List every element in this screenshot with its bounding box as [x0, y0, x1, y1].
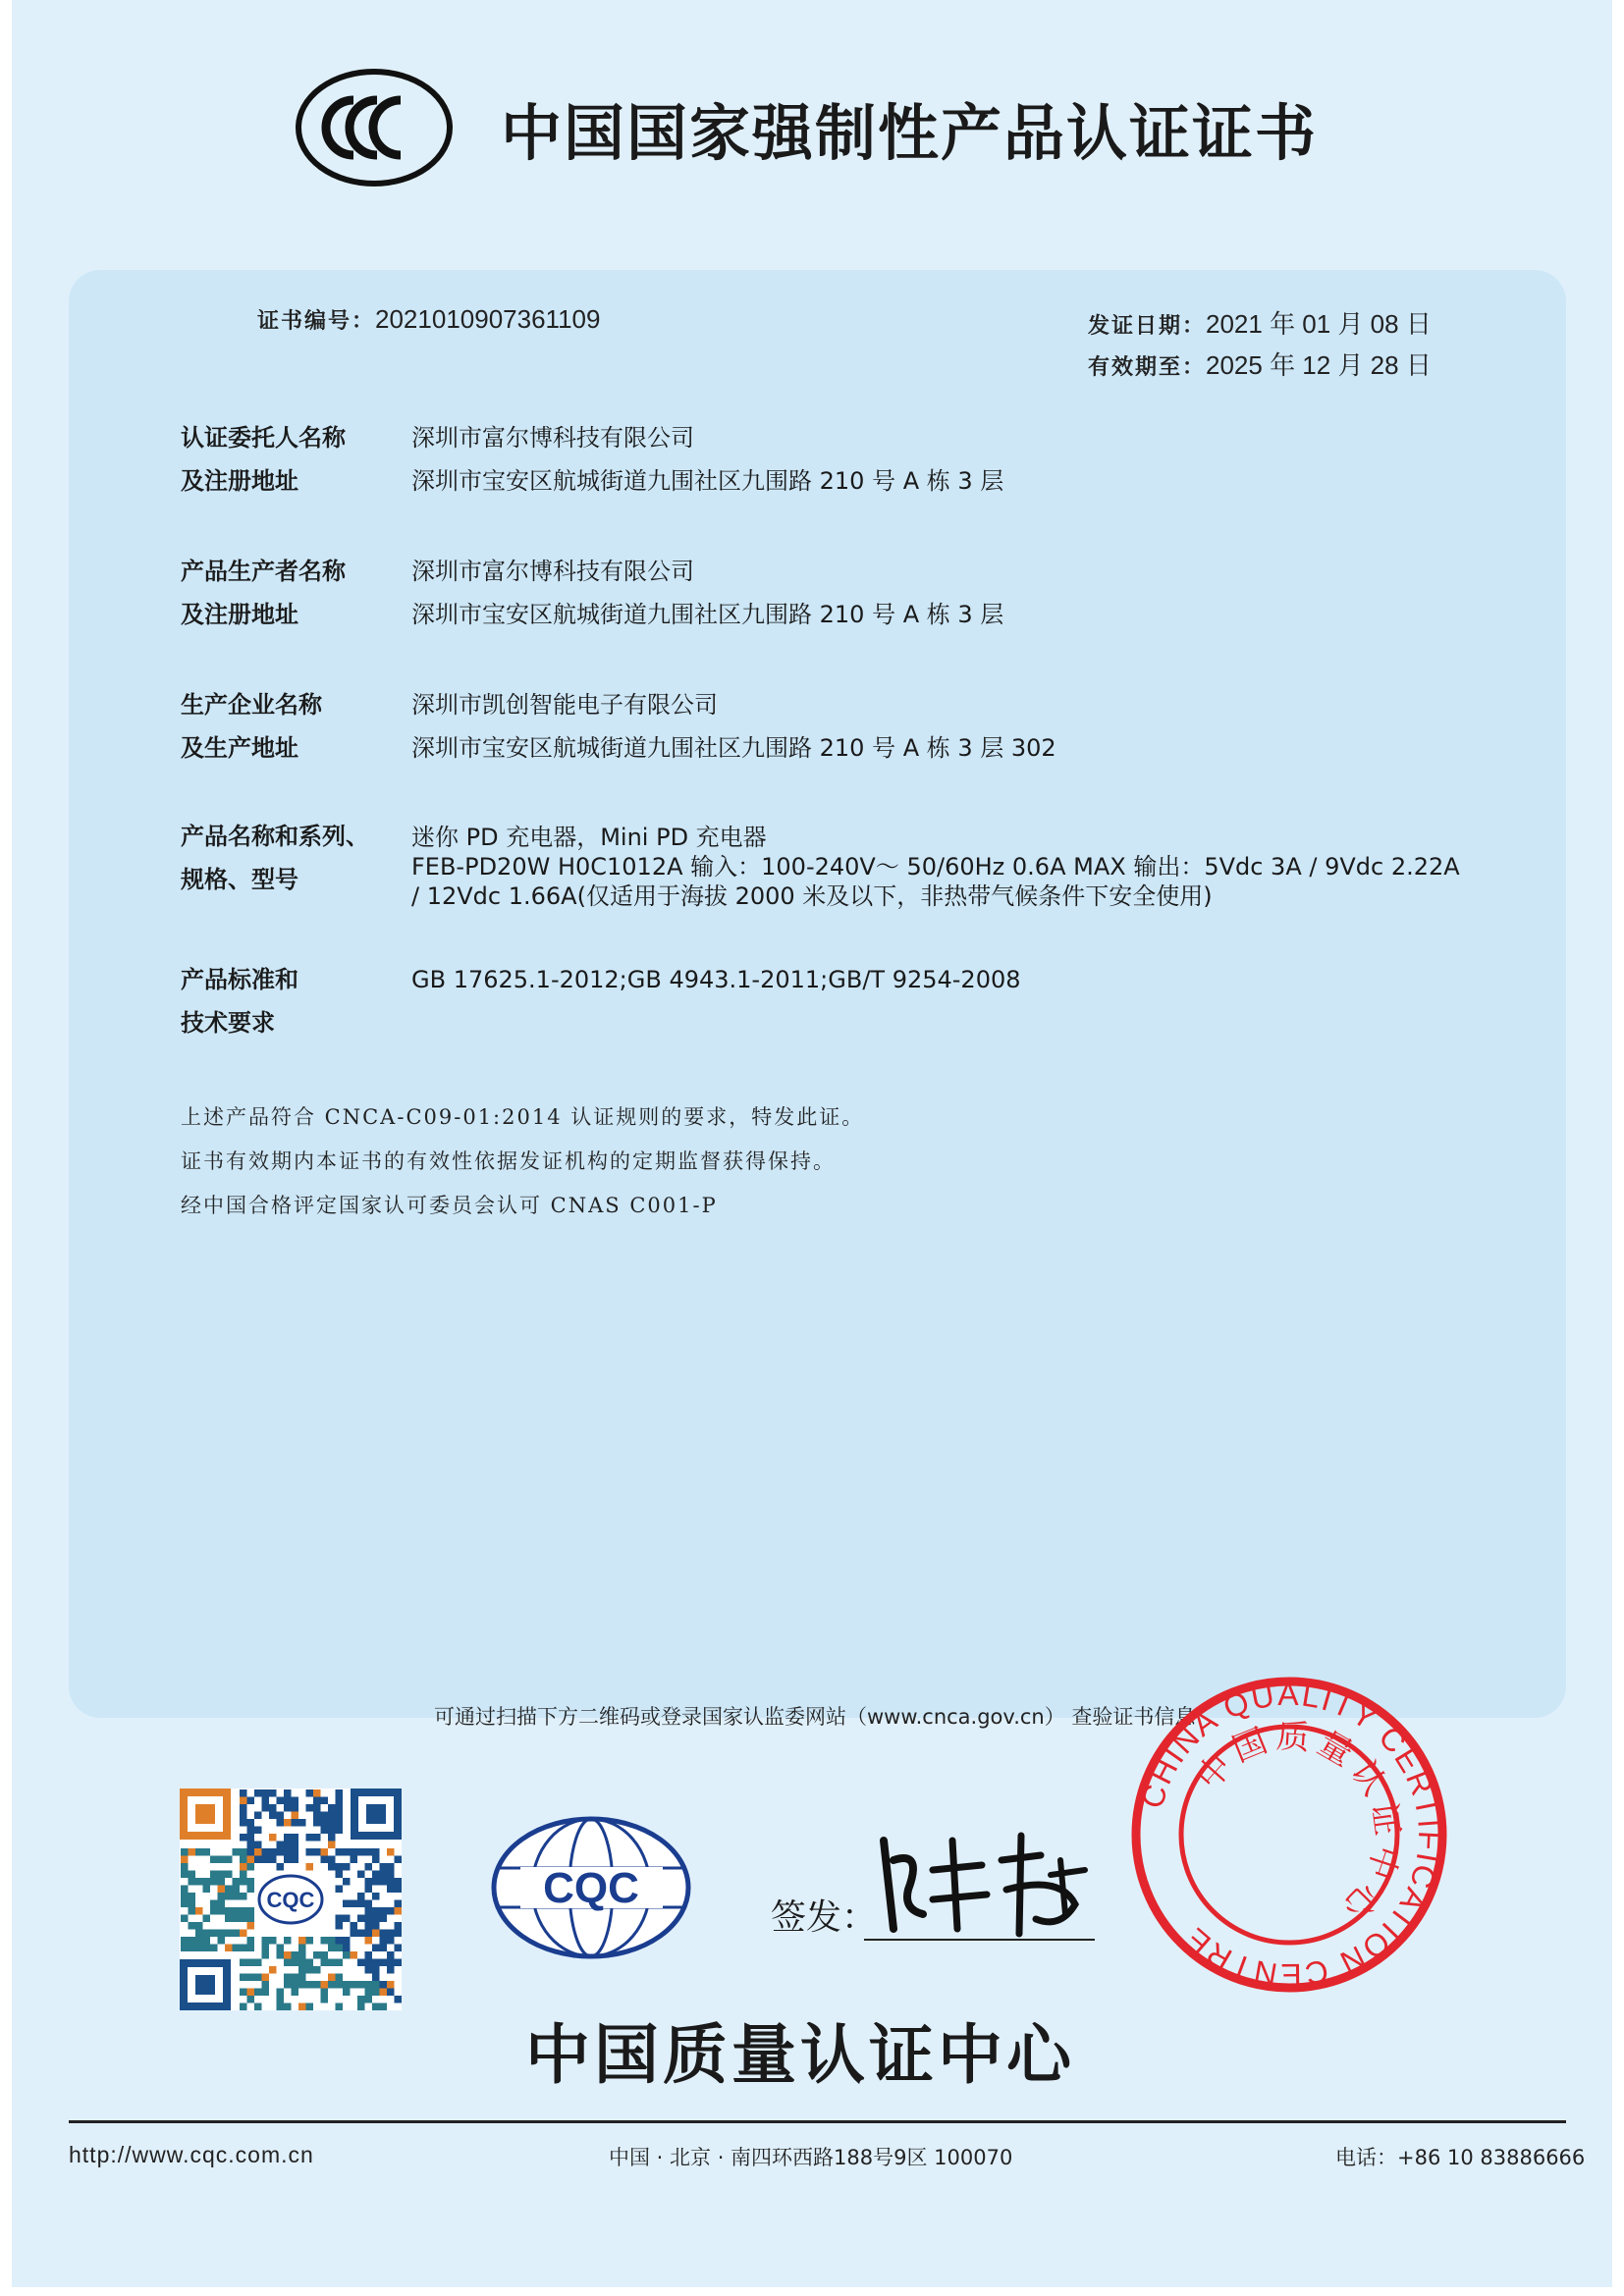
- valid-date-label: 有效期至：: [1088, 354, 1207, 380]
- factory-label: 生产企业名称: [181, 691, 322, 719]
- signature-line: [864, 1939, 1095, 1941]
- standard-value: GB 17625.1-2012;GB 4943.1-2011;GB/T 9254-2008: [411, 966, 1021, 993]
- factory-address: 深圳市宝安区航城街道九围社区九围路 210 号 A 栋 3 层 302: [411, 734, 1056, 762]
- manufacturer-label: 产品生产者名称: [181, 558, 346, 585]
- standard-req-label: 技术要求: [181, 1009, 275, 1037]
- statement-block: [181, 1095, 864, 1228]
- query-note: 可通过扫描下方二维码或登录国家认监委网站（www.cnca.gov.cn） 查验证书信息: [434, 1705, 1196, 1729]
- manufacturer-address: 深圳市宝安区航城街道九围社区九围路 210 号 A 栋 3 层: [411, 601, 1004, 628]
- footer-url[interactable]: http://www.cqc.com.cn: [69, 2142, 314, 2167]
- cqc-logo-text: CQC: [543, 1864, 639, 1912]
- certificate-number: [257, 304, 600, 335]
- footer-address: 中国 · 北京 · 南四环西路188号9区 100070: [609, 2146, 1013, 2169]
- product-model-label: 规格、型号: [181, 866, 298, 893]
- ccc-logo: [295, 67, 454, 188]
- applicant-address-label: 及注册地址: [181, 467, 298, 495]
- certificate-number-value: 2021010907361109: [375, 304, 601, 334]
- applicant-label: 认证委托人名称: [181, 424, 346, 452]
- signature: [864, 1821, 1095, 1949]
- manufacturer-name: 深圳市富尔博科技有限公司: [411, 558, 694, 585]
- product-label: 产品名称和系列、: [181, 823, 369, 850]
- statement-line: 上述产品符合 CNCA-C09-01:2014 认证规则的要求，特发此证。: [181, 1105, 865, 1129]
- certificate-title: 中国国家强制性产品认证证书: [501, 97, 1319, 169]
- certification-seal: [1131, 1677, 1447, 1993]
- manufacturer-address-label: 及注册地址: [181, 601, 298, 628]
- statement-line: 经中国合格评定国家认可委员会认可 CNAS C001-P: [181, 1194, 718, 1217]
- product-name: 迷你 PD 充电器，Mini PD 充电器: [411, 824, 767, 851]
- factory-name: 深圳市凯创智能电子有限公司: [411, 691, 718, 719]
- applicant-name: 深圳市富尔博科技有限公司: [411, 424, 694, 452]
- issue-date: [1088, 304, 1432, 341]
- standard-label: 产品标准和: [181, 966, 298, 993]
- seal-inner-text: 中国质量认证中心: [1188, 1716, 1408, 1931]
- svg-text:中国质量认证中心: [1189, 1717, 1408, 1931]
- issue-date-label: 发证日期：: [1088, 313, 1207, 339]
- footer-phone: 电话：+86 10 83886666: [1335, 2146, 1586, 2169]
- footer-divider: [69, 2120, 1566, 2123]
- certificate-number-label: 证书编号：: [257, 308, 376, 334]
- product-model-cont: / 12Vdc 1.66A(仅适用于海拔 2000 米及以下，非热带气候条件下安全使用): [411, 882, 1213, 910]
- product-model: FEB-PD20W H0C1012A 输入：100-240V～ 50/60Hz 0.6A MAX 输出：5Vdc 3A / 9Vdc 2.22A: [411, 853, 1460, 881]
- signed-by-label: 签发：: [771, 1897, 878, 1938]
- cqc-logo: [491, 1814, 692, 1961]
- factory-address-label: 及生产地址: [181, 734, 298, 762]
- statement-line: 证书有效期内本证书的有效性依据发证机构的定期监督获得保持。: [181, 1149, 836, 1173]
- valid-date: [1088, 346, 1432, 382]
- seal-outer-text: CHINA QUALITY CERTIFICATION CENTRE: [1133, 1677, 1447, 1993]
- qr-code[interactable]: [180, 1789, 402, 2010]
- qr-center-label: CQC: [266, 1888, 315, 1912]
- issuing-organization: 中国质量认证中心: [525, 2017, 1075, 2093]
- valid-date-value: 2025 年 12 月 28 日: [1206, 350, 1432, 380]
- applicant-address: 深圳市宝安区航城街道九围社区九围路 210 号 A 栋 3 层: [411, 467, 1004, 495]
- issue-date-value: 2021 年 01 月 08 日: [1206, 309, 1432, 339]
